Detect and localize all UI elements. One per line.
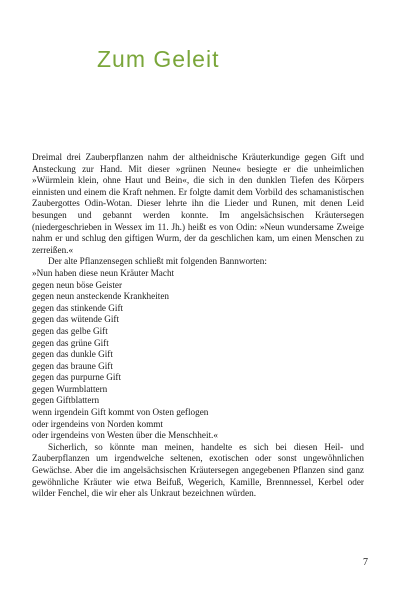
verse-block: [32, 268, 364, 442]
page-title: Zum Geleit: [97, 46, 220, 72]
verse-line: gegen Wurmblattern: [32, 383, 108, 394]
paragraph-bannworte-intro: Der alte Pflanzensegen schließt mit folgenden Bannworten:: [48, 256, 267, 267]
verse-line: gegen neun ansteckende Krankheiten: [32, 291, 169, 302]
verse-line: wenn irgendein Gift kommt von Osten geflogen: [32, 407, 209, 418]
verse-line: oder irgendeins von Norden kommt: [32, 418, 163, 429]
verse-line: gegen das dunkle Gift: [32, 349, 113, 360]
verse-line: gegen neun böse Geister: [32, 279, 123, 290]
verse-line: »Nun haben diese neun Kräuter Macht: [32, 267, 175, 278]
body-text: [32, 152, 364, 500]
verse-line: oder irgendeins von Westen über die Menschheit.«: [32, 430, 218, 441]
verse-line: gegen das grüne Gift: [32, 337, 109, 348]
verse-line: gegen das gelbe Gift: [32, 325, 108, 336]
paragraph-closing: Sicherlich, so könnte man meinen, handelte es sich bei diesen Heil- und Zauberpflanzen um irgendwelche seltenen, exotischen oder sonst ungewöhnlichen Gewächse. Aber die im angelsächsischen Kräutersegen angegebenen Pflanzen sind ganz gewöhnliche Kräuter wie etwa Beifuß, Wegerich, Kamille, Brennnessel, Kerbel oder wilder Fenchel, die wir eher als Unkraut bezeichnen würden.: [32, 441, 364, 499]
verse-line: gegen das purpurne Gift: [32, 372, 122, 383]
paragraph-intro: Dreimal drei Zauberpflanzen nahm der altheidnische Kräuterkundige gegen Gift und Ansteckung zur Hand. Mit dieser »grünen Neune« besiegte er die unheimlichen »Würmlein klein, ohne Haut und Bein«, die sich in den dunklen Tiefen des Körpers einnisten und einem die Kraft nehmen. Er folgte damit dem Vorbild des schamanistischen Zaubergottes Odin-Wotan. Dieser lehrte ihn die Lieder und Runen, mit denen Leid besungen und gebannt werden konnte. Im angelsächsischen Kräutersegen (niedergeschrieben in Wessex im 11. Jh.) heißt es von Odin: »Neun wundersame Zweige nahm er und schlug den giftigen Wurm, der da geschlichen kam, um einen Menschen zu zerreißen.«: [32, 152, 364, 255]
verse-line: gegen das stinkende Gift: [32, 302, 124, 313]
page-number: 7: [363, 557, 368, 568]
verse-line: gegen das braune Gift: [32, 360, 113, 371]
verse-line: gegen Giftblattern: [32, 395, 100, 406]
verse-line: gegen das wütende Gift: [32, 314, 119, 325]
